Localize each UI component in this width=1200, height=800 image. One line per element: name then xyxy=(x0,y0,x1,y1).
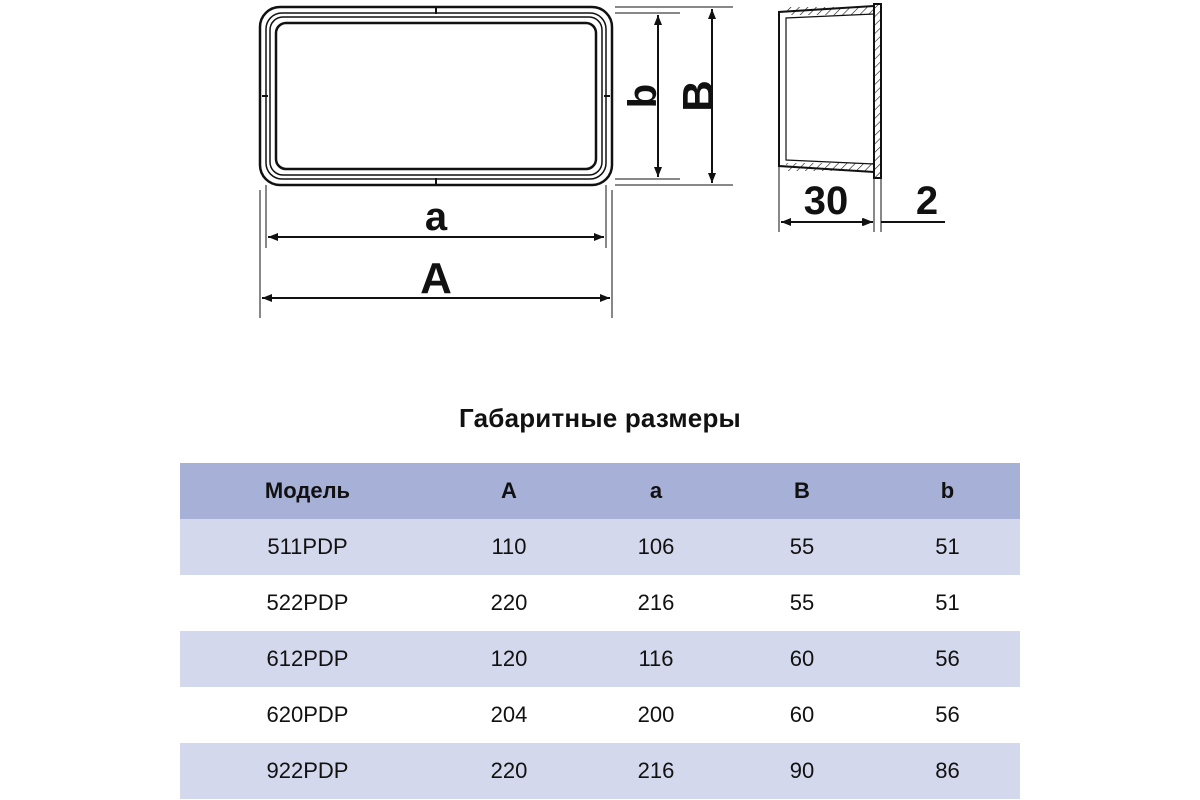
dimension-lines xyxy=(262,9,945,298)
table-row xyxy=(180,575,1020,631)
cell-outer-width: 120 xyxy=(490,646,528,671)
cell-inner-width: 200 xyxy=(637,702,675,727)
cell-inner-height: 51 xyxy=(935,534,960,559)
cell-outer-width: 220 xyxy=(490,590,528,615)
cell-outer-width: 220 xyxy=(490,758,528,783)
frame-rim-inner xyxy=(270,17,602,175)
header-model: Модель xyxy=(264,478,351,503)
cell-outer-height: 60 xyxy=(789,646,815,671)
header-outer-height: B xyxy=(794,478,810,503)
cell-inner-height: 51 xyxy=(935,590,960,615)
cell-inner-width: 216 xyxy=(637,758,675,783)
dimensions-table xyxy=(180,463,1020,799)
header-outer-width: A xyxy=(501,478,517,503)
label-inner-height: b xyxy=(621,83,665,109)
table-row xyxy=(180,687,1020,743)
cell-inner-height: 56 xyxy=(935,646,960,671)
cell-inner-height: 56 xyxy=(935,702,960,727)
front-view xyxy=(260,7,612,185)
cell-inner-width: 216 xyxy=(637,590,675,615)
cell-model: 522PDP xyxy=(266,590,349,615)
cell-model: 511PDP xyxy=(267,534,348,559)
outer-frame xyxy=(260,7,612,185)
cell-outer-height: 55 xyxy=(789,590,815,615)
frame-rim xyxy=(266,13,606,179)
body-outline xyxy=(779,6,874,172)
inner-opening xyxy=(276,23,596,169)
top-wall-hatch xyxy=(786,7,874,15)
label-depth: 30 xyxy=(803,179,849,223)
extension-lines xyxy=(260,7,881,318)
cell-inner-width: 116 xyxy=(638,646,674,671)
cell-model: 620PDP xyxy=(266,702,349,727)
table-row xyxy=(180,519,1020,575)
cell-inner-height: 86 xyxy=(935,758,960,783)
cell-outer-height: 90 xyxy=(789,758,815,783)
table-row xyxy=(180,631,1020,687)
flange-hatch xyxy=(874,4,881,178)
cell-outer-height: 60 xyxy=(789,702,815,727)
header-inner-width: a xyxy=(649,478,663,503)
header-inner-height: b xyxy=(940,478,955,503)
side-view xyxy=(779,4,881,178)
cell-model: 922PDP xyxy=(266,758,349,783)
table-header-row xyxy=(180,463,1020,519)
technical-drawing xyxy=(0,0,1200,340)
label-flange: 2 xyxy=(915,179,939,223)
cell-outer-width: 110 xyxy=(491,534,527,559)
cell-inner-width: 106 xyxy=(637,534,675,559)
cell-model: 612PDP xyxy=(266,646,349,671)
cell-outer-width: 204 xyxy=(490,702,528,727)
table-title: Габаритные размеры xyxy=(459,403,741,433)
body-inner-outline xyxy=(786,14,874,164)
cell-outer-height: 55 xyxy=(789,534,815,559)
label-inner-width: a xyxy=(424,195,448,239)
table-row xyxy=(180,743,1020,799)
label-outer-width: A xyxy=(420,254,452,303)
bottom-wall-hatch xyxy=(786,163,874,171)
label-outer-height: B xyxy=(674,80,723,112)
